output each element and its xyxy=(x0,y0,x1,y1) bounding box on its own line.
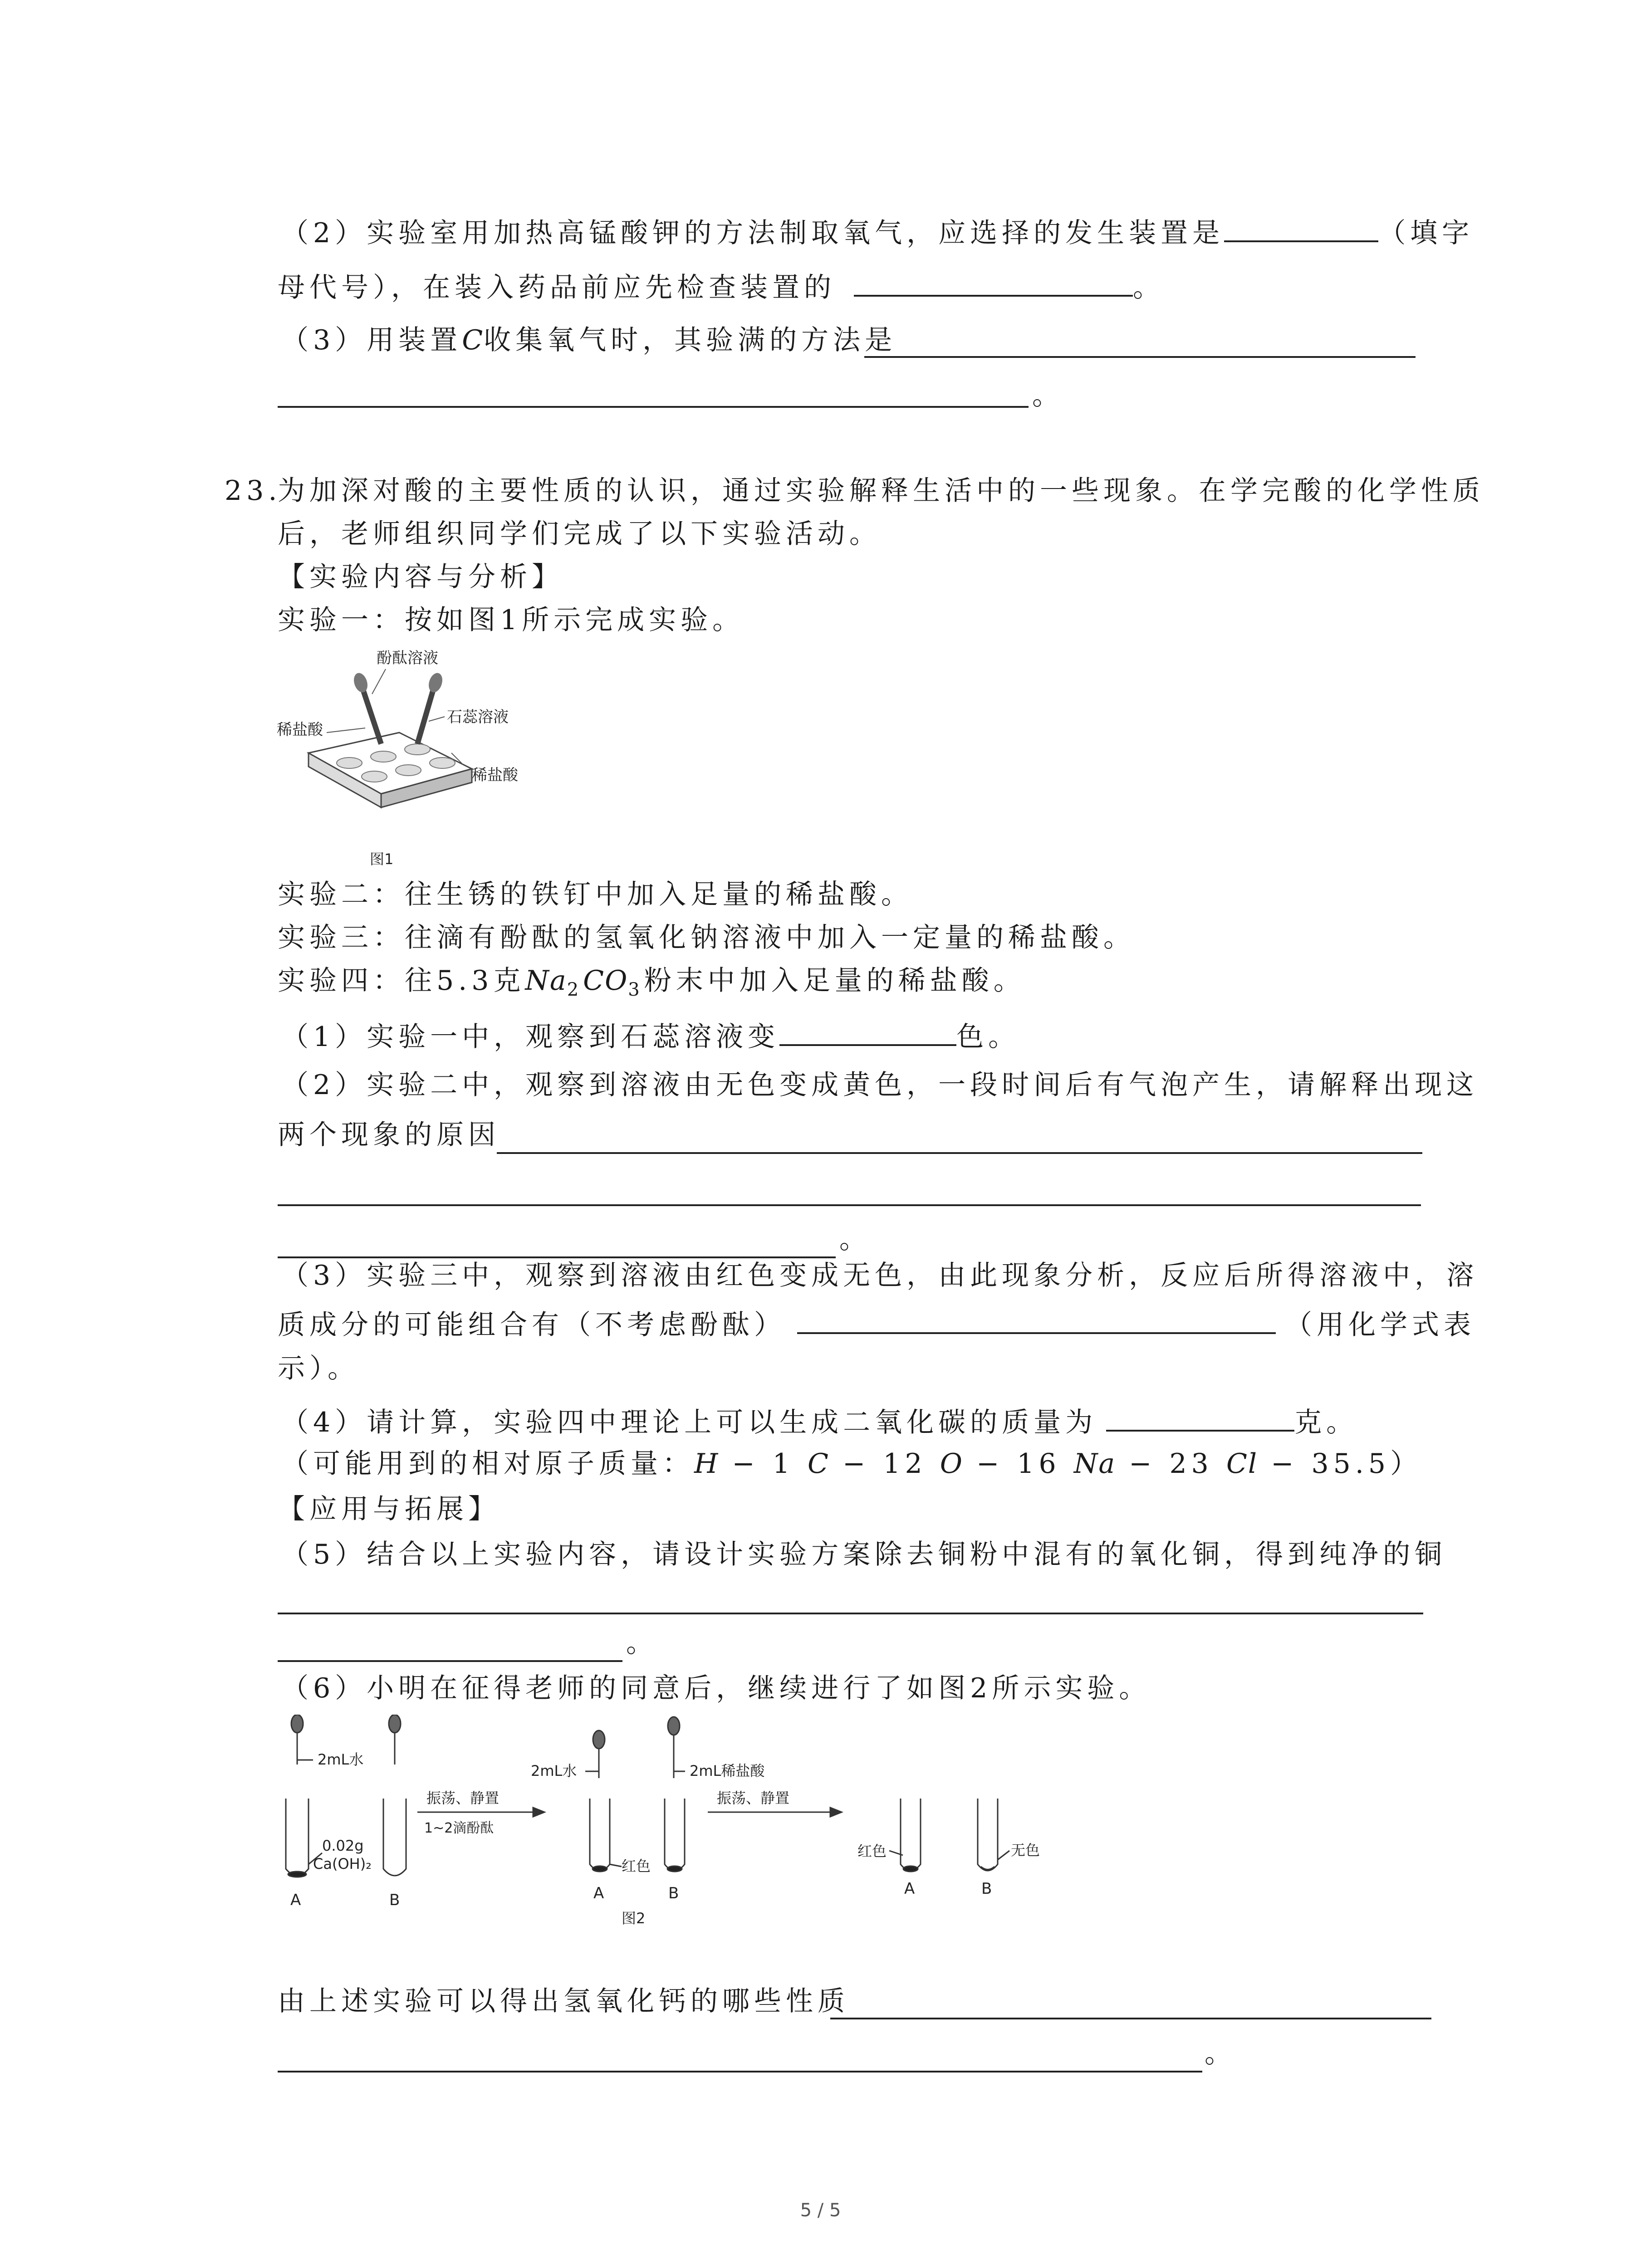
q23-exp4-sub-3: 3 xyxy=(628,979,644,1000)
figure-2-test-tubes xyxy=(272,1715,1089,1978)
fig2-label-acid: 2mL稀盐酸 xyxy=(690,1762,765,1779)
test-tube-icon xyxy=(590,1799,610,1872)
fig2-label-tube-b-2: B xyxy=(668,1884,679,1902)
fig2-label-shake-1: 振荡、静置 xyxy=(426,1789,500,1807)
q23-sub4-text-b: 克。 xyxy=(1294,1407,1358,1438)
q23-sub6: （6）小明在征得老师的同意后，继续进行了如图2所示实验。 xyxy=(281,1672,1151,1704)
q23-sub5-period: 。 xyxy=(626,1627,658,1659)
q23-sub2-answer-blank-2[interactable] xyxy=(278,1204,1421,1206)
fig2-label-tube-a-2: A xyxy=(593,1884,604,1902)
q23-sub4-mass-label: （可能用到的相对原子质量： xyxy=(281,1448,694,1480)
atom-na-mass: − 23 xyxy=(1116,1448,1226,1480)
q23-sub3-line3: 示）。 xyxy=(278,1353,359,1384)
atom-cl: Cl xyxy=(1226,1448,1258,1480)
page-number: 5 / 5 xyxy=(800,2200,841,2221)
fig1-label-acid-right: 稀盐酸 xyxy=(472,766,518,784)
dropper-icon xyxy=(352,671,381,744)
atom-h-mass: − 1 xyxy=(719,1448,808,1480)
atom-o: O xyxy=(940,1448,963,1480)
q23-sub2-answer-blank-1[interactable] xyxy=(497,1152,1422,1154)
q22-part3-answer-blank-2[interactable] xyxy=(278,406,1029,408)
fig2-label-tube-b-3: B xyxy=(981,1880,992,1898)
fig2-label-red-1: 红色 xyxy=(622,1857,651,1875)
q23-sub6-question: 由上述实验可以得出氢氧化钙的哪些性质 xyxy=(278,1985,849,2017)
q22-part2-line1 xyxy=(281,212,1474,252)
q23-sub6-answer-blank-2[interactable] xyxy=(278,2071,1202,2072)
atom-c: C xyxy=(808,1448,829,1480)
test-tube-icon xyxy=(665,1799,685,1872)
q22-part2-answer-blank-1[interactable] xyxy=(1224,212,1378,242)
q23-sub4-answer-blank[interactable] xyxy=(1106,1402,1294,1432)
q23-sub2-period: 。 xyxy=(839,1223,871,1255)
test-tube-icon xyxy=(286,1799,309,1877)
q23-exp4-text-a: 实验四：往5.3克 xyxy=(278,965,525,997)
q22-part2-period: 。 xyxy=(1133,272,1165,303)
fig2-label-drops: 1~2滴酚酞 xyxy=(424,1820,494,1836)
q23-exp4-formula-co: CO xyxy=(583,965,628,997)
dropper-icon xyxy=(668,1717,680,1778)
q22-part2-line2 xyxy=(278,267,1165,307)
q23-sub6-answer-blank-1[interactable] xyxy=(830,2018,1431,2019)
test-tube-icon xyxy=(383,1799,406,1876)
q23-sub5-answer-blank-1[interactable] xyxy=(278,1613,1423,1614)
q23-sub4-atomic-masses xyxy=(281,1445,1422,1483)
q23-sub4 xyxy=(281,1402,1358,1442)
q22-part2-text-a: （2）实验室用加热高锰酸钾的方法制取氧气，应选择的发生装置是 xyxy=(281,217,1225,249)
q23-sub4-mass-end: ） xyxy=(1390,1448,1422,1480)
dropper-icon xyxy=(389,1715,401,1765)
fig1-label-litmus: 石蕊溶液 xyxy=(447,708,509,726)
q23-experiment-4 xyxy=(278,962,1025,1009)
q22-part3-line1 xyxy=(281,321,896,359)
test-tube-icon xyxy=(978,1799,998,1871)
arrow-icon xyxy=(417,1808,544,1817)
q23-sub3-text-c: （用化学式表 xyxy=(1285,1309,1475,1341)
atom-na: Na xyxy=(1073,1448,1116,1480)
q22-part3-text-b: 收集氧气时，其验满的方法是 xyxy=(484,324,897,356)
dropper-icon xyxy=(291,1715,303,1765)
q22-part2-text-b: （填字 xyxy=(1378,217,1474,249)
atom-h: H xyxy=(694,1448,719,1480)
q23-sub3-line1: （3）实验三中，观察到溶液由红色变成无色，由此现象分析，反应后所得溶液中，溶 xyxy=(281,1260,1479,1291)
fig2-caption: 图2 xyxy=(622,1910,646,1927)
q23-sub1-text-b: 色。 xyxy=(956,1021,1020,1053)
q23-sub6-period: 。 xyxy=(1205,2038,1236,2069)
q23-sub1-text-a: （1）实验一中，观察到石蕊溶液变 xyxy=(281,1021,780,1053)
q23-number: 23. xyxy=(225,475,282,507)
fig2-label-colorless: 无色 xyxy=(1011,1842,1040,1859)
fig2-label-shake-2: 振荡、静置 xyxy=(717,1789,790,1807)
atom-cl-mass: − 35.5 xyxy=(1258,1448,1391,1480)
atom-c-mass: − 12 xyxy=(829,1448,940,1480)
q23-intro-line1: 为加深对酸的主要性质的认识，通过实验解释生活中的一些现象。在学完酸的化学性质 xyxy=(278,475,1484,507)
q22-part2-text-c: 母代号），在装入药品前应先检查装置的 xyxy=(278,272,836,303)
q22-part3-text-a: （3）用装置 xyxy=(281,324,462,356)
fig2-label-tube-a-1: A xyxy=(290,1891,301,1909)
q23-experiment-3: 实验三：往滴有酚酞的氢氧化钠溶液中加入一定量的稀盐酸。 xyxy=(278,922,1135,953)
q23-sub2-line1: （2）实验二中，观察到溶液由无色变成黄色，一段时间后有气泡产生，请解释出现这 xyxy=(281,1069,1479,1101)
fig2-label-tube-a-3: A xyxy=(904,1880,915,1898)
arrow-icon xyxy=(708,1808,842,1817)
q23-exp4-sub-2: 2 xyxy=(567,979,583,1000)
q23-sub5: （5）结合以上实验内容，请设计实验方案除去铜粉中混有的氧化铜，得到纯净的铜 xyxy=(281,1539,1447,1570)
q23-sub1-answer-blank[interactable] xyxy=(779,1016,956,1046)
q22-part3-period: 。 xyxy=(1032,380,1064,411)
q23-section-heading-experiment: 【实验内容与分析】 xyxy=(278,561,563,593)
q23-sub3-line2 xyxy=(278,1304,1475,1344)
fig1-caption: 图1 xyxy=(370,850,394,868)
fig2-label-tube-b-1: B xyxy=(389,1891,400,1909)
q23-section-heading-application: 【应用与拓展】 xyxy=(278,1493,500,1525)
q23-experiment-1: 实验一：按如图1所示完成实验。 xyxy=(278,604,745,636)
test-tube-icon xyxy=(901,1799,921,1872)
q22-part2-answer-blank-2[interactable] xyxy=(854,267,1133,297)
q23-sub1 xyxy=(281,1016,1020,1056)
q22-part3-answer-blank-1[interactable] xyxy=(864,356,1416,358)
q23-sub3-answer-blank[interactable] xyxy=(797,1304,1276,1334)
q22-part3-var: C xyxy=(462,324,484,356)
fig2-label-mass: 0.02g xyxy=(322,1837,364,1854)
q23-experiment-2: 实验二：往生锈的铁钉中加入足量的稀盐酸。 xyxy=(278,879,913,910)
q23-sub2-line2: 两个现象的原因 xyxy=(278,1119,500,1151)
atom-o-mass: − 16 xyxy=(963,1448,1074,1480)
q23-sub5-answer-blank-2[interactable] xyxy=(278,1660,622,1662)
q23-exp4-text-b: 粉末中加入足量的稀盐酸。 xyxy=(644,965,1025,997)
fig1-label-phenolphthalein: 酚酞溶液 xyxy=(377,649,438,667)
q23-sub3-text-b: 质成分的可能组合有（不考虑酚酞） xyxy=(278,1309,786,1341)
fig2-label-red-2: 红色 xyxy=(857,1843,887,1860)
dropper-icon xyxy=(417,671,445,744)
fig1-label-acid-left: 稀盐酸 xyxy=(277,721,323,739)
q23-sub4-text-a: （4）请计算，实验四中理论上可以生成二氧化碳的质量为 xyxy=(281,1407,1097,1438)
q23-intro-line2: 后，老师组织同学们完成了以下实验活动。 xyxy=(278,518,881,550)
fig2-label-formula: Ca(OH)₂ xyxy=(313,1855,372,1872)
fig2-label-water-2: 2mL水 xyxy=(531,1762,577,1779)
figure-1-spot-plate xyxy=(272,644,599,875)
q23-exp4-formula-na: Na xyxy=(525,965,567,997)
fig2-label-water-1: 2mL水 xyxy=(318,1751,364,1768)
